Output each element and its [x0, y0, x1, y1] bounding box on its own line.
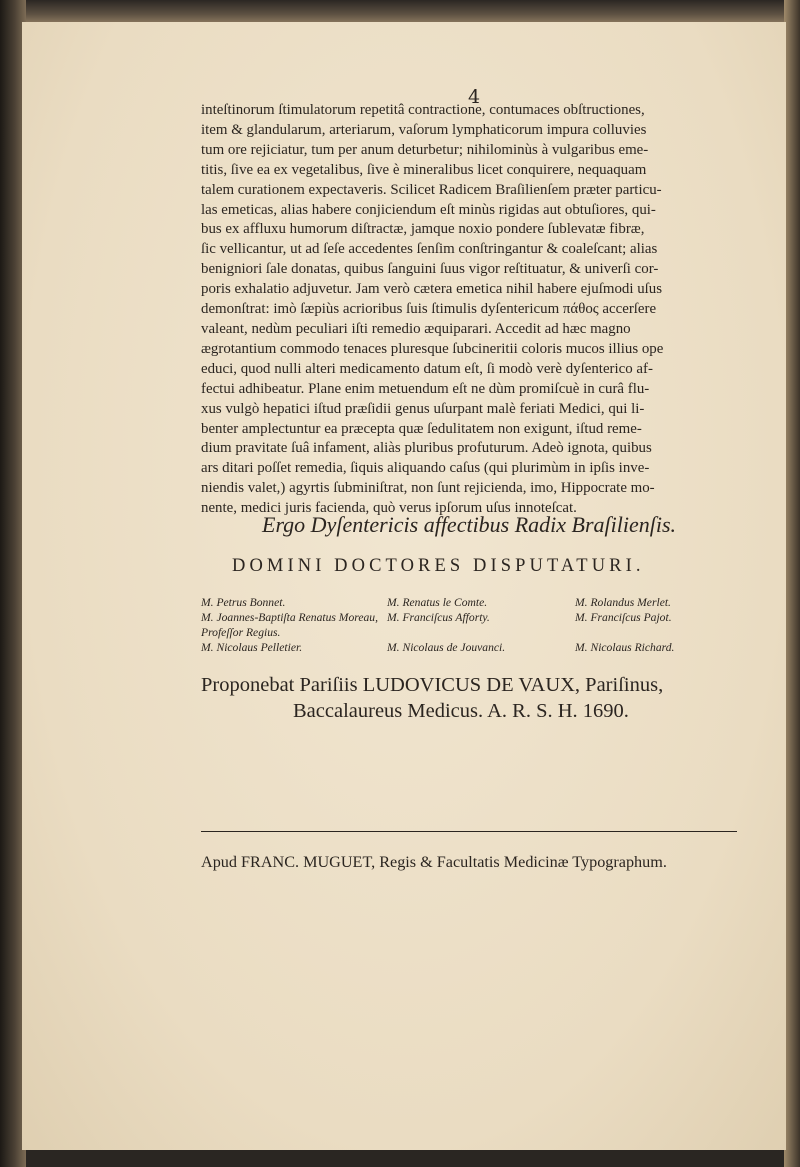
- text-line: talem curationem expectaveris. Scilicet Radicem Braſilienſem præter particu-: [201, 181, 662, 198]
- printer-imprint: Apud FRANC. MUGUET, Regis & Facultatis Medicinæ Typographum.: [201, 853, 667, 871]
- text-line: dium pravitate ſuâ infament, aliàs pluribus profuturum. Adeò ignota, quibus: [201, 440, 652, 457]
- scan-right-edge: [784, 0, 800, 1167]
- text-line: fectui adhibeatur. Plane enim metuendum eſt ne dùm promiſcuè in curâ flu-: [201, 380, 650, 397]
- text-line: demonſtrat: imò ſæpiùs acrioribus ſuis ſtimulis dyſentericum πάθος accerſere: [201, 301, 657, 318]
- doctor-name: M. Franciſcus Pajot.: [575, 611, 672, 624]
- text-line: tum ore rejiciatur, tum per anum deturbetur; nihilominùs à vulgaribus eme-: [201, 141, 649, 158]
- proposer-line: Proponebat Pariſiis LUDOVICUS DE VAUX, Pariſinus,: [201, 674, 664, 696]
- doctor-name: M. Rolandus Merlet.: [575, 596, 671, 609]
- doctors-column-2: [387, 595, 505, 655]
- text-line: poris exhalatio adjuvetur. Jam verò cætera emetica nihil habere ejuſmodi uſus: [201, 281, 663, 298]
- text-line: nente, medici juris facienda, quò verus ipſorum uſus innoteſcat.: [201, 500, 577, 517]
- doctor-name: M. Nicolaus Richard.: [575, 641, 675, 654]
- text-line: ſic vellicantur, ut ad ſeſe accedentes ſenſim conſtringantur & coaleſcant; alias: [201, 241, 658, 258]
- doctor-name: M. Joannes-Baptiſta Renatus Moreau, Profeſſor Regius.: [201, 611, 378, 639]
- doctor-name: M. Nicolaus de Jouvanci.: [387, 641, 506, 654]
- doctors-list: [201, 595, 761, 665]
- text-line: item & glandularum, arteriarum, vaſorum lymphaticorum impura colluvies: [201, 121, 647, 138]
- text-line: bus ex affluxu humorum diſtractæ, jamque noxio pondere ſublevatæ fibræ,: [201, 221, 645, 238]
- proposer-line: Baccalaureus Medicus. A. R. S. H. 1690.: [293, 700, 629, 722]
- doctor-name: M. Franciſcus Afforty.: [387, 611, 490, 624]
- text-line: titis, ſive ea ex vegetalibus, ſive è mineralibus licet conquirere, nequaquam: [201, 161, 647, 178]
- doctors-heading: DOMINI DOCTORES DISPUTATURI.: [232, 556, 645, 576]
- text-line: benter amplectuntur ea præcepta quæ ſedulitatem non exigunt, iſtud reme-: [201, 420, 642, 437]
- body-paragraph: [201, 101, 737, 519]
- page-number: 4: [468, 86, 481, 108]
- doctor-name: M. Petrus Bonnet.: [201, 596, 286, 609]
- text-line: valeant, nedùm peculiari iſti remedio æquiparari. Accedit ad hæc magno: [201, 320, 631, 337]
- doctor-name: M. Nicolaus Pelletier.: [201, 641, 303, 654]
- doctors-column-1: [201, 595, 381, 655]
- thesis-conclusion: Ergo Dyſentericis affectibus Radix Braſilienſis.: [262, 512, 677, 537]
- scan-top-edge: [0, 0, 800, 24]
- text-line: niendis valet,) agyrtis ſubminiſtrat, non ſunt rejicienda, imo, Hippocrate mo-: [201, 480, 655, 497]
- text-line: educi, quod nulli alteri medicamento datum eſt, ſi modò verè dyſenterico af-: [201, 360, 653, 377]
- text-line: xus vulgò hepatici iſtud præſidii genus uſurpant malè feriati Medici, qui li-: [201, 400, 645, 417]
- text-line: inteſtinorum ſtimulatorum repetitâ contractione, contumaces obſtructiones,: [201, 102, 645, 118]
- divider-rule: [201, 831, 737, 832]
- text-line: ars ditari poſſet remedia, ſiquis aliquando caſus (qui plurimùm in ipſis inve-: [201, 460, 650, 477]
- text-line: benigniori ſale donatas, quibus ſanguini ſuus vigor reſtituatur, & univerſi cor-: [201, 261, 659, 278]
- text-line: ægrotantium commodo tenaces pluresque ſubcineritii coloris mucos illius ope: [201, 340, 664, 357]
- proposer-block: [201, 672, 741, 724]
- doctors-column-3: [575, 595, 674, 655]
- text-line: las emeticas, alias habere conjiciendum eſt minùs rigidas aut obtuſiores, qui-: [201, 201, 656, 218]
- doctor-name: M. Renatus le Comte.: [387, 596, 488, 609]
